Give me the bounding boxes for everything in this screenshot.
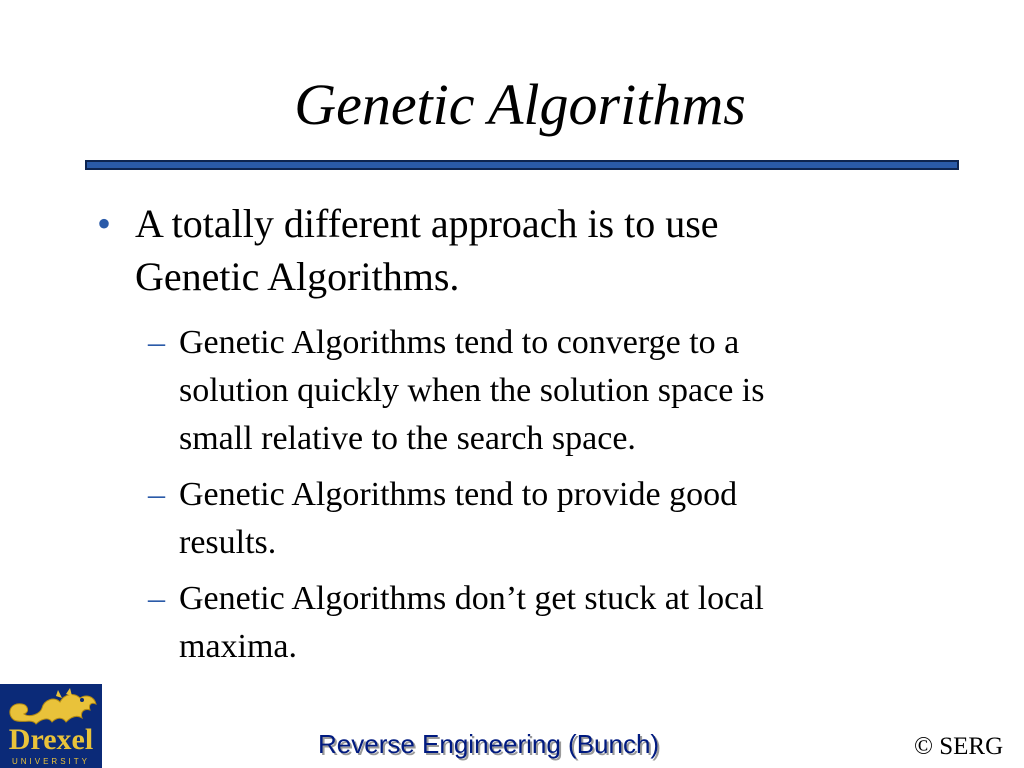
footer-title: Reverse Engineering (Bunch) xyxy=(318,729,660,759)
sub-bullet-marker: – xyxy=(148,476,165,513)
slide-title: Genetic Algorithms xyxy=(294,72,746,137)
sub-bullet-marker: – xyxy=(148,324,165,361)
drexel-logo xyxy=(0,684,102,768)
sub-bullet-item xyxy=(179,319,879,463)
sub-bullet-line: small relative to the search space. xyxy=(179,420,636,457)
bullet-marker: • xyxy=(97,201,112,246)
sub-bullet-line: Genetic Algorithms tend to converge to a xyxy=(179,324,740,361)
bullet-line: Genetic Algorithms. xyxy=(135,254,460,299)
sub-bullet-line: Genetic Algorithms don’t get stuck at local xyxy=(179,580,764,617)
sub-bullet-item xyxy=(179,471,879,567)
sub-bullet-line: solution quickly when the solution space is xyxy=(179,372,765,409)
footer-copyright: © SERG xyxy=(914,733,1004,760)
bullet-item xyxy=(135,197,855,303)
sub-bullet-line: Genetic Algorithms tend to provide good xyxy=(179,476,738,513)
dragon-icon xyxy=(0,684,102,728)
sub-bullet-line: results. xyxy=(179,524,277,561)
bullet-line: A totally different approach is to use xyxy=(135,201,719,246)
sub-bullet-marker: – xyxy=(148,580,165,617)
sub-bullet-item xyxy=(179,575,879,671)
logo-subtext: UNIVERSITY xyxy=(11,757,90,766)
logo-wordmark: Drexel xyxy=(8,723,94,756)
sub-bullet-line: maxima. xyxy=(179,628,298,665)
